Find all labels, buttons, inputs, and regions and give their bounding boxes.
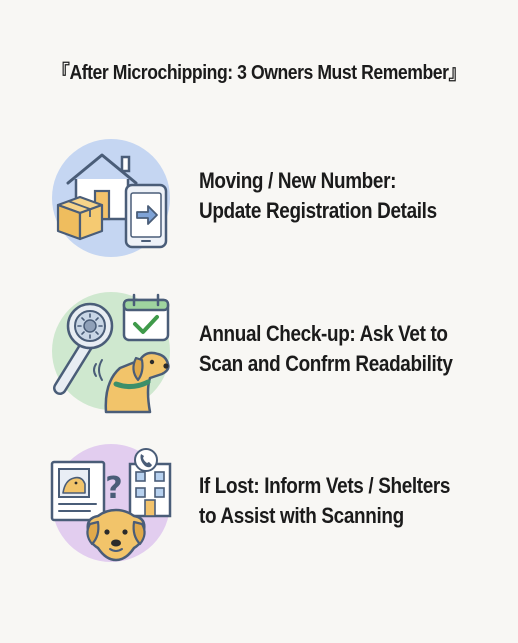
caption-line-2: Scan and Confrm Readability xyxy=(199,351,453,376)
caption-line-1: Annual Check-up: Ask Vet to xyxy=(199,321,448,346)
item-caption xyxy=(199,319,457,379)
caption-line-2: to Assist with Scanning xyxy=(199,503,404,528)
scanner-dog-icon xyxy=(46,286,176,416)
house-phone-icon xyxy=(46,133,176,263)
item-caption xyxy=(199,166,457,226)
list-item-checkup xyxy=(0,286,518,416)
page-title: 『After Microchipping: 3 Owners Must Remember』 xyxy=(52,62,466,84)
list-item-lost xyxy=(0,438,518,568)
svg-text:?: ? xyxy=(105,471,123,506)
caption-line-1: Moving / New Number: xyxy=(199,168,397,193)
caption-line-1: If Lost: Inform Vets / Shelters xyxy=(199,473,451,498)
list-item-moving xyxy=(0,133,518,263)
caption-line-2: Update Registration Details xyxy=(199,198,437,223)
lost-dog-poster-icon xyxy=(46,438,176,568)
item-caption xyxy=(199,471,457,531)
